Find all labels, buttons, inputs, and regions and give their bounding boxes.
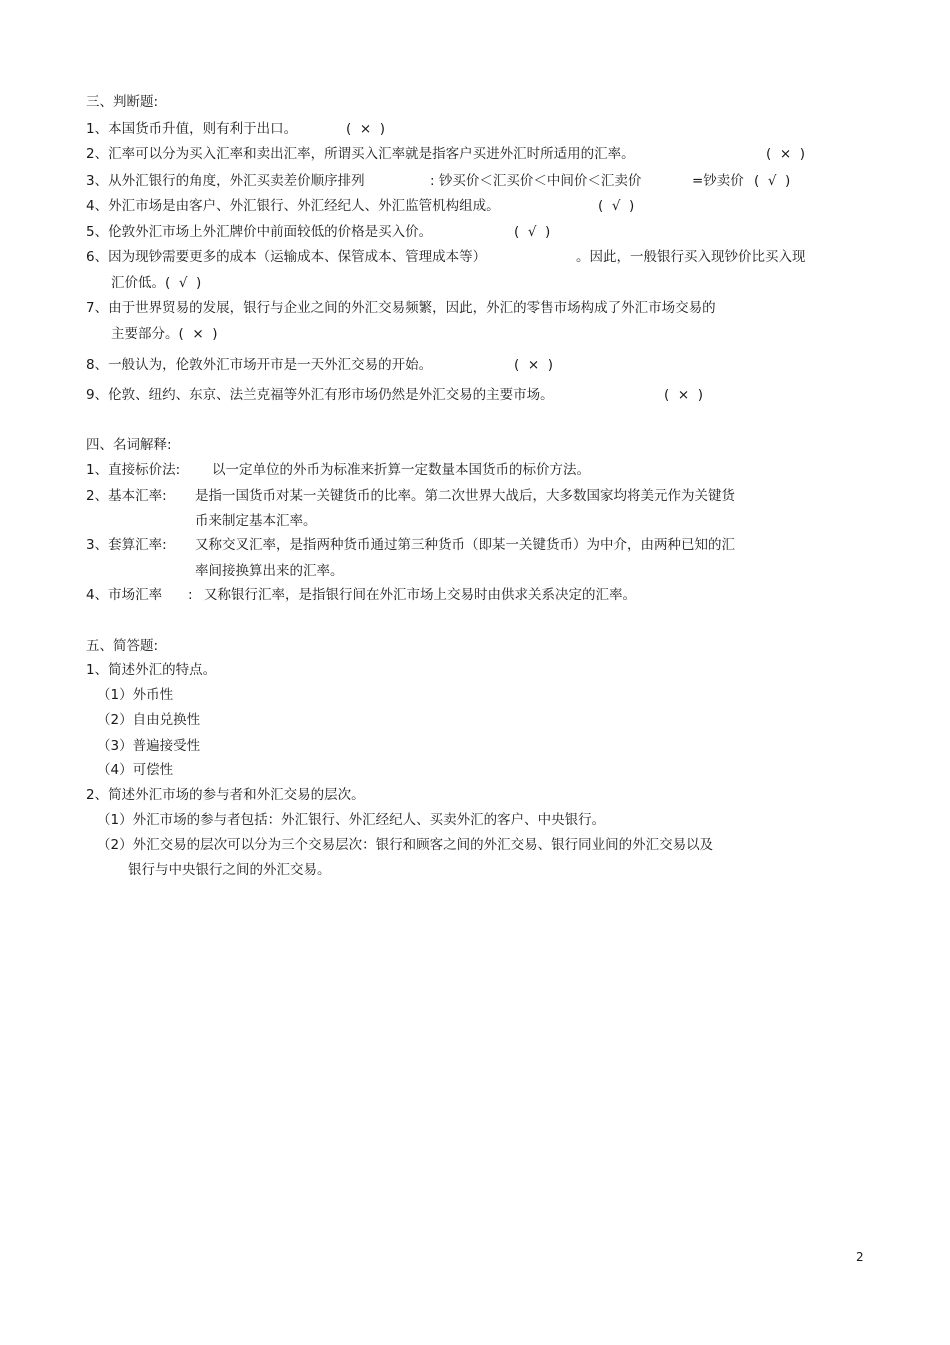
judgment-item-7: 7、由于世界贸易的发展，银行与企业之间的外汇交易频繁，因此，外汇的零售市场构成了外汇市场交易的 [86,300,716,316]
judgment-item-6: 6、因为现钞需要更多的成本（运输成本、保管成本、管理成本等） [86,249,487,265]
term-4-label: 4、市场汇率 [86,587,163,603]
judgment-item-6-part2: 。因此，一般银行买入现钞价比买入现 [576,249,806,265]
judgment-item-3-part2: : 钞买价＜汇买价＜中间价＜汇卖价 [430,173,642,189]
judgment-item-8: 8、一般认为，伦敦外汇市场开市是一天外汇交易的开始。 [86,357,433,373]
judgment-item-3-mark: ( √ ) [754,173,791,189]
judgment-item-1-mark: ( × ) [346,121,386,137]
section-heading-terms: 四、名词解释: [86,437,172,453]
term-4-sep: : [188,587,193,603]
judgment-item-5-mark: ( √ ) [514,224,551,240]
judgment-item-1: 1、本国货币升值，则有利于出口。 [86,121,298,137]
section-heading-judgment: 三、判断题: [86,94,159,110]
term-2-cont: 币来制定基本汇率。 [195,513,317,529]
term-3-label: 3、套算汇率: [86,537,167,553]
judgment-item-4-mark: ( √ ) [598,198,635,214]
short-question-1: 1、简述外汇的特点。 [86,662,217,678]
judgment-item-3-part3: =钞卖价 [692,173,744,189]
q1-point-3: （3）普遍接受性 [97,738,201,754]
section-heading-short: 五、简答题: [86,638,159,654]
q1-point-4: （4）可偿性 [97,762,174,778]
judgment-item-8-mark: ( × ) [514,357,554,373]
term-3-cont: 率间接换算出来的汇率。 [195,563,344,579]
judgment-item-6-cont: 汇价低。( √ ) [111,275,202,291]
q1-point-1: （1）外币性 [97,687,174,703]
term-1-def: 以一定单位的外币为标准来折算一定数量本国货币的标价方法。 [212,462,590,478]
judgment-item-3: 3、从外汇银行的角度，外汇买卖差价顺序排列 [86,173,365,189]
judgment-item-5: 5、伦敦外汇市场上外汇牌价中前面较低的价格是买入价。 [86,224,433,240]
judgment-item-9-mark: ( × ) [664,387,704,403]
short-question-2: 2、简述外汇市场的参与者和外汇交易的层次。 [86,787,365,803]
judgment-item-2: 2、汇率可以分为买入汇率和卖出汇率，所谓买入汇率就是指客户买进外汇时所适用的汇率。 [86,146,635,162]
judgment-item-9: 9、伦敦、纽约、东京、法兰克福等外汇有形市场仍然是外汇交易的主要市场。 [86,387,554,403]
term-2-def: 是指一国货币对某一关键货币的比率。第二次世界大战后，大多数国家均将美元作为关键货 [195,488,735,504]
page-number: 2 [856,1250,864,1264]
term-1-label: 1、直接标价法: [86,462,181,478]
q1-point-2: （2）自由兑换性 [97,712,201,728]
judgment-item-4: 4、外汇市场是由客户、外汇银行、外汇经纪人、外汇监管机构组成。 [86,198,500,214]
term-2-label: 2、基本汇率: [86,488,167,504]
q2-point-2: （2）外汇交易的层次可以分为三个交易层次：银行和顾客之间的外汇交易、银行同业间的外汇交易以及 [97,837,714,853]
judgment-item-7-cont: 主要部分。( × ) [111,326,218,342]
term-3-def: 又称交叉汇率，是指两种货币通过第三种货币（即某一关键货币）为中介，由两种已知的汇 [195,537,735,553]
term-4-def: 又称银行汇率，是指银行间在外汇市场上交易时由供求关系决定的汇率。 [204,587,636,603]
q2-point-2-cont: 银行与中央银行之间的外汇交易。 [128,862,331,878]
q2-point-1: （1）外汇市场的参与者包括：外汇银行、外汇经纪人、买卖外汇的客户、中央银行。 [97,812,606,828]
judgment-item-2-mark: ( × ) [766,146,806,162]
